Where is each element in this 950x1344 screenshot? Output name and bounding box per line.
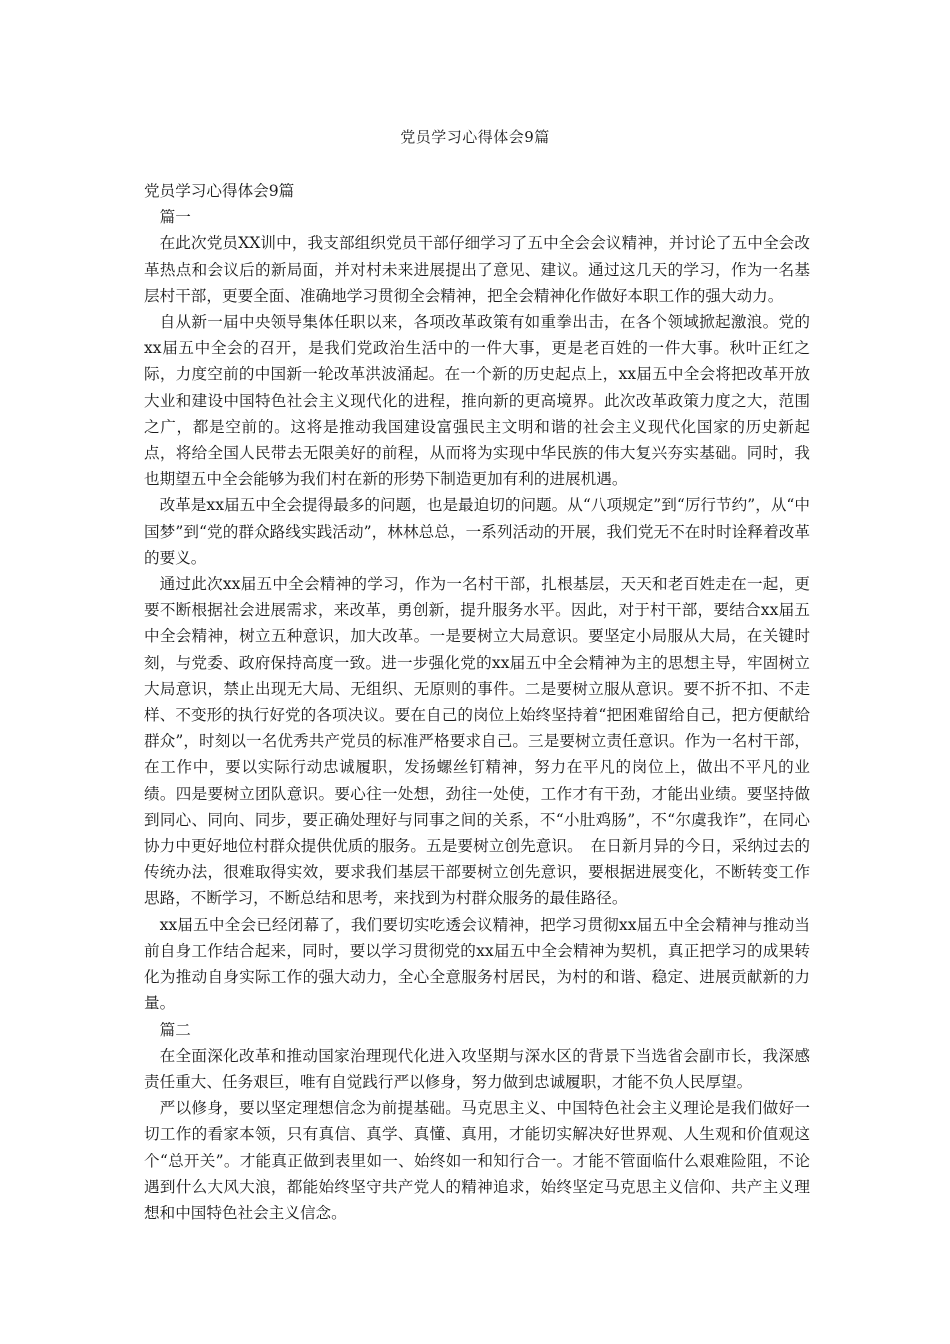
document-title: 党员学习心得体会9篇 [400, 128, 550, 146]
paragraph: xx届五中全会已经闭幕了，我们要切实吃透会议精神，把学习贯彻xx届五中全会精神与推动当前自身工作结合起来，同时，要以学习贯彻党的xx届五中全会精神为契机，真正把学习的成果转化为推动自身实际工作的强大动力，全心全意服务村居民，为村的和谐、稳定、进展贡献新的力量。 [144, 915, 810, 1013]
paragraph: 严以修身，要以坚定理想信念为前提基础。马克思主义、中国特色社会主义理论是我们做好一切工作的看家本领，只有真信、真学、真懂、真用，才能切实解决好世界观、人生观和价值观这个“总开关”。才能真正做到表里如一、始终如一和知行合一。才能不管面临什么艰难险阻，不论遇到什么大风大浪，都能始终坚守共产党人的精神追求，始终坚定马克思主义信仰、共产主义理想和中国特色社会主义信念。 [144, 1099, 810, 1222]
paragraph: 自从新一届中央领导集体任职以来，各项改革政策有如重拳出击，在各个领域掀起激浪。党的xx届五中全会的召开，是我们党政治生活中的一件大事，更是老百姓的一件大事。秋叶正红之际，力度空前的中国新一轮改革洪波涌起。在一个新的历史起点上，xx届五中全会将把改革开放大业和建设中国特色社会主义现代化的进程，推向新的更高境界。此次改革政策力度之大，范围之广，都是空前的。这将是推动我国建设富强民主文明和谐的社会主义现代化国家的历史新起点，将给全国人民带去无限美好的前程，从而将为实现中华民族的伟大复兴夯实基础。同时，我也期望五中全会能够为我们村在新的形势下制造更加有利的进展机遇。 [144, 313, 810, 489]
paragraph: 改革是xx届五中全会提得最多的问题，也是最迫切的问题。从“八项规定”到“厉行节约”，从“中国梦”到“党的群众路线实践活动”，林林总总，一系列活动的开展，我们党无不在时时诠释着改革的要义。 [144, 496, 810, 567]
paragraph: 在此次党员XX训中，我支部组织党员干部仔细学习了五中全会会议精神，并讨论了五中全会改革热点和会议后的新局面，并对村未来进展提出了意见、建议。通过这几天的学习，作为一名基层村干部，更要全面、准确地学习贯彻全会精神，把全会精神化作做好本职工作的强大动力。 [144, 234, 810, 305]
section-heading-2: 篇二 [159, 1020, 191, 1039]
paragraph: 通过此次xx届五中全会精神的学习，作为一名村干部，扎根基层，天天和老百姓走在一起，更要不断根据社会进展需求，来改革，勇创新，提升服务水平。因此，对于村干部，要结合xx届五中全会精神，树立五种意识，加大改革。一是要树立大局意识。要坚定小局服从大局，在关键时刻，与党委、政府保持高度一致。进一步强化党的xx届五中全会精神为主的思想主导，牢固树立大局意识，禁止出现无大局、无组织、无原则的事件。二是要树立服从意识。要不折不扣、不走样、不变形的执行好党的各项决议。要在自己的岗位上始终坚持着“把困难留给自己，把方便献给群众”，时刻以一名优秀共产党员的标准严格要求自己。三是要树立责任意识。作为一名村干部，在工作中，要以实际行动忠诚履职，发扬螺丝钉精神，努力在平凡的岗位上，做出不平凡的业绩。四是要树立团队意识。要心往一处想，劲往一处使，工作才有干劲，才能出业绩。要坚持做到同心、同向、同步，要正确处理好与同事之间的关系，不“小肚鸡肠”，不“尔虞我诈”，在同心协力中更好地位村群众提供优质的服务。五是要树立创先意识。 在日新月异的今日，采纳过去的传统办法，很难取得实效，要求我们基层干部要树立创先意识，要根据进展变化，不断转变工作思路，不断学习，不断总结和思考，来找到为村群众服务的最佳路径。 [144, 575, 810, 908]
document-subtitle: 党员学习心得体会9篇 [144, 182, 295, 200]
document-body [144, 178, 810, 1226]
paragraph: 在全面深化改革和推动国家治理现代化进入攻坚期与深水区的背景下当选省会副市长，我深感责任重大、任务艰巨，唯有自觉践行严以修身，努力做到忠诚履职，才能不负人民厚望。 [144, 1046, 810, 1091]
section-heading-1: 篇一 [159, 208, 191, 227]
